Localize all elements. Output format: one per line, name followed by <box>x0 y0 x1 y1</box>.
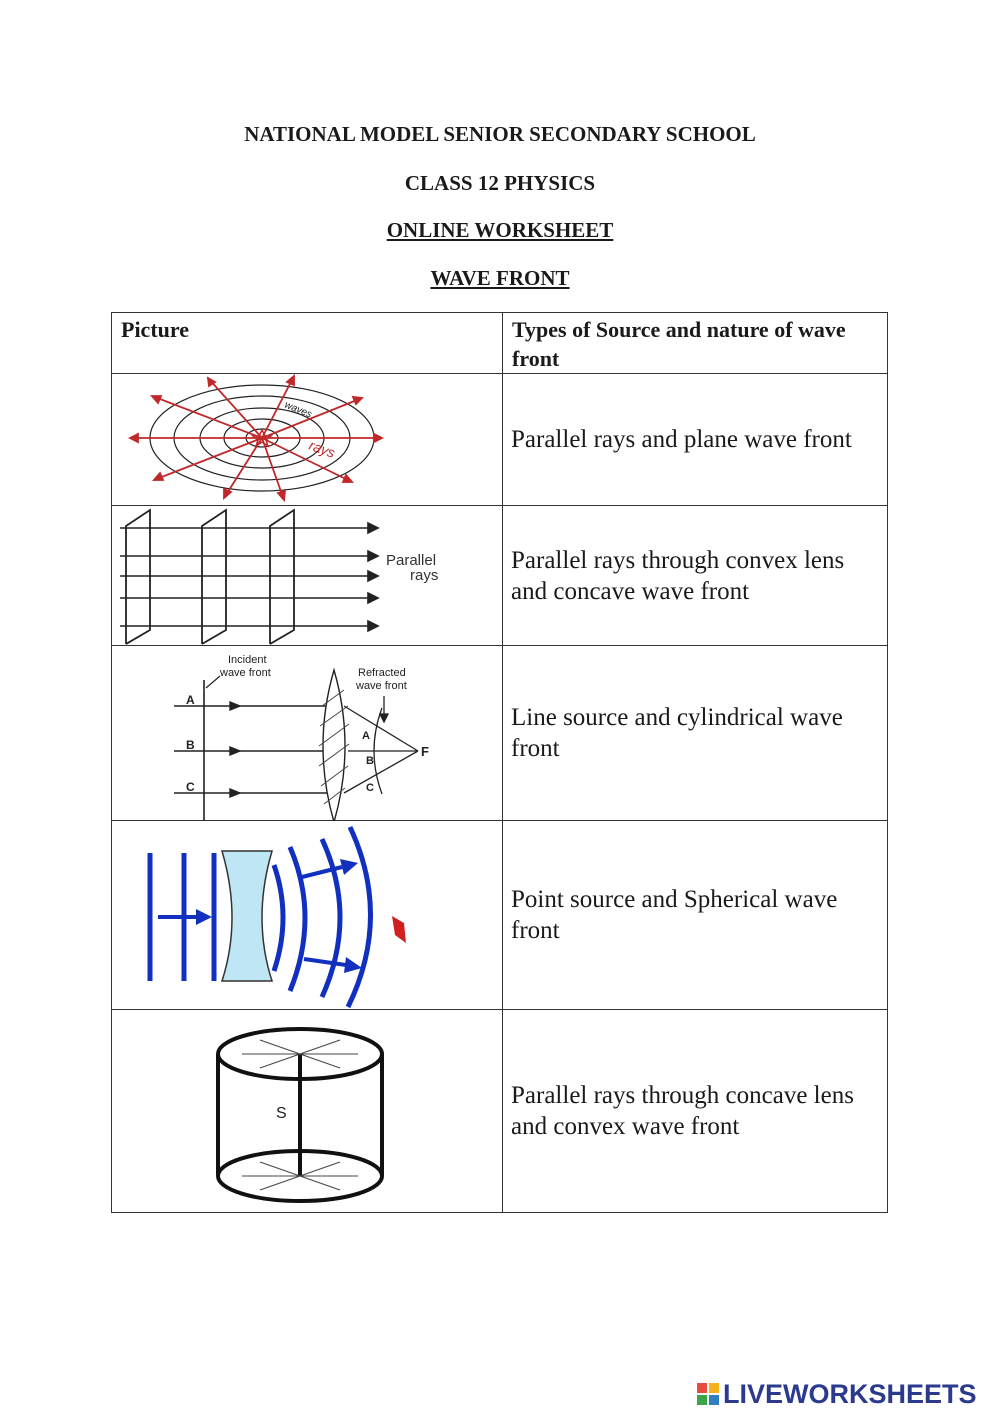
liveworksheets-logo <box>697 1378 977 1410</box>
topic-title: WAVE FRONT <box>430 266 570 290</box>
source-s-label: S <box>276 1105 287 1122</box>
answer-cell-3[interactable]: Line source and cylindrical wave front <box>503 646 888 821</box>
concave-lens-figure[interactable] <box>112 821 484 1010</box>
incident-label-2: wave front <box>220 667 271 679</box>
focus-label: F <box>421 744 429 759</box>
header-types: Types of Source and nature of wave front <box>503 313 888 374</box>
refracted-label-2: wave front <box>356 680 407 692</box>
convex-lens-figure[interactable] <box>112 646 484 821</box>
school-name: NATIONAL MODEL SENIOR SECONDARY SCHOOL <box>244 122 756 146</box>
worksheet-title: ONLINE WORKSHEET <box>386 218 614 242</box>
brand-name: LIVEWORKSHEETS <box>723 1378 977 1409</box>
refracted-label-1: Refracted <box>358 667 406 679</box>
plane-wave-figure[interactable] <box>112 506 484 646</box>
answer-cell-5[interactable]: Parallel rays through concave lens and convex wave front <box>503 1010 888 1213</box>
picture-cell-5[interactable] <box>112 1010 503 1213</box>
point-a-label: A <box>186 693 195 707</box>
logo-mark-icon <box>697 1383 719 1405</box>
picture-cell-3[interactable] <box>112 646 503 821</box>
cylindrical-wave-figure[interactable] <box>112 1010 484 1213</box>
picture-cell-1[interactable] <box>112 374 503 506</box>
incident-label-1: Incident <box>228 654 267 666</box>
worksheet-table <box>111 312 888 1213</box>
rays-label-2: rays <box>410 567 439 584</box>
class-title: CLASS 12 PHYSICS <box>404 171 596 195</box>
parallel-label: Parallel <box>386 552 437 569</box>
point-c2-label: C <box>366 782 374 794</box>
point-c-label: C <box>186 780 195 794</box>
spherical-wave-figure[interactable] <box>112 374 484 506</box>
header-picture: Picture <box>112 313 503 374</box>
point-b-label: B <box>186 738 195 752</box>
point-a2-label: A <box>362 730 370 742</box>
waves-label: waves <box>282 399 314 421</box>
picture-cell-2[interactable] <box>112 506 503 646</box>
answer-cell-2[interactable]: Parallel rays through convex lens and concave wave front <box>503 506 888 646</box>
point-b2-label: B <box>366 755 374 767</box>
answer-cell-4[interactable]: Point source and Spherical wave front <box>503 821 888 1010</box>
answer-cell-1[interactable]: Parallel rays and plane wave front <box>503 374 888 506</box>
rays-label: rays <box>306 436 338 461</box>
picture-cell-4[interactable] <box>112 821 503 1010</box>
